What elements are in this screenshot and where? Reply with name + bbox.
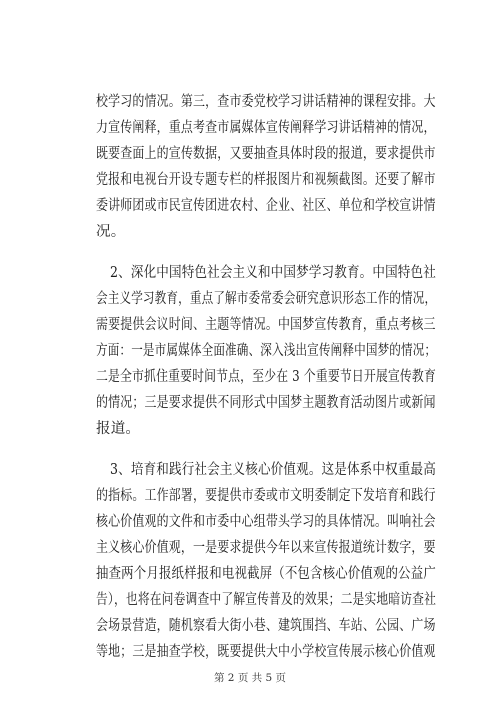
text-line: 的情况；三是要求提供不同形式中国梦主题教育活动图片或新闻 (96, 395, 436, 411)
text-line: 核心价值观的文件和市委中心组带头学习的具体情况。叫响社会 (96, 514, 436, 530)
text-line: 方面：一是市属媒体全面准确、深入浅出宣传阐释中国梦的情况； (96, 343, 437, 359)
text-line: 报道。 (96, 421, 141, 437)
text-line: 党报和电视台开设专题专栏的样报图片和视频截图。还要了解市 (96, 172, 436, 188)
text-line: 的指标。工作部署，要提供市委或市文明委制定下发培育和践行 (96, 488, 436, 504)
text-line: 等地；三是抽查学校，既要提供大中小学校宣传展示核心价值观 (96, 644, 436, 660)
text-line: 二是全市抓住重要时间节点，至少在 3 个重要节日开展宣传教育 (96, 369, 436, 385)
text-line: 况。 (96, 224, 126, 240)
text-line: 会场景营造，随机察看大街小巷、建筑围挡、车站、公园、广场 (96, 618, 436, 634)
text-line: 校学习的情况。第三，查市委党校学习讲话精神的课程安排。大 (96, 94, 436, 110)
text-line: 抽查两个月报纸样报和电视截屏（不包含核心价值观的公益广 (96, 566, 436, 582)
text-line: 会主义学习教育，重点了解市委常委会研究意识形态工作的情况， (96, 291, 437, 307)
section-heading-line: 2、深化中国特色社会主义和中国梦学习教育。中国特色社 (110, 265, 436, 281)
text-line: 既要查面上的宣传数据，又要抽查具体时段的报道，要求提供市 (96, 146, 436, 162)
text-line: 委讲师团或市民宣传团进农村、企业、社区、单位和学校宣讲情 (96, 198, 436, 214)
text-line: 需要提供会议时间、主题等情况。中国梦宣传教育，重点考核三 (96, 317, 436, 333)
text-line: 主义核心价值观，一是要求提供今年以来宣传报道统计数字，要 (96, 540, 436, 556)
section-heading-line: 3、培育和践行社会主义核心价值观。这是体系中权重最高 (110, 462, 436, 478)
text-line: 力宣传阐释，重点考查市属媒体宣传阐释学习讲话精神的情况， (96, 120, 436, 136)
page-number-footer: 第 2 页 共 5 页 (213, 672, 287, 684)
text-line: 告），也将在问卷调查中了解宣传普及的效果；二是实地暗访查社 (96, 592, 437, 608)
